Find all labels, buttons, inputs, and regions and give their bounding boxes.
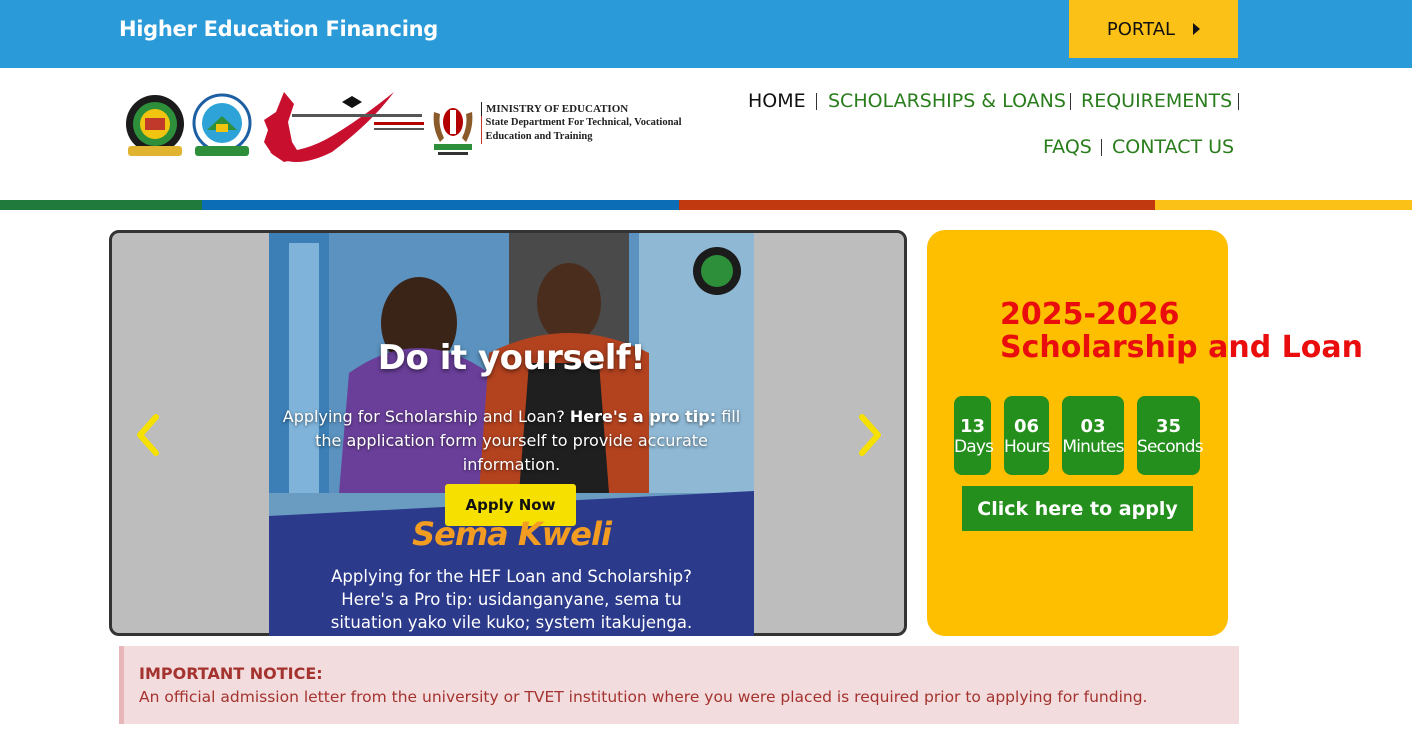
- slide-body-bold: Here's a pro tip:: [569, 407, 717, 426]
- countdown-seconds-value: 35: [1155, 416, 1182, 437]
- countdown-hours-label: Hours: [1004, 437, 1050, 457]
- slide-heading: Do it yourself!: [377, 338, 646, 378]
- stripe-green: [0, 200, 202, 210]
- nav-contact-us[interactable]: CONTACT US: [1112, 136, 1235, 158]
- poster-title: Sema Kweli: [412, 515, 611, 553]
- moe-line-3: Education and Training: [481, 130, 682, 144]
- notice-title: IMPORTANT NOTICE:: [139, 664, 323, 683]
- countdown-hours: [1004, 396, 1049, 475]
- stripe-blue: [202, 200, 679, 210]
- slide-body-suffix: fill the application form yourself to provide accurate information.: [315, 407, 741, 474]
- countdown-minutes-value: 03: [1080, 416, 1106, 437]
- portal-button[interactable]: [1069, 0, 1238, 58]
- portal-label: PORTAL: [1106, 18, 1176, 40]
- universities-fund-logo[interactable]: [193, 94, 251, 158]
- poster-line-3: situation yako vile kuko; system itakujenga.: [330, 613, 693, 632]
- moe-line-2: State Department For Technical, Vocational: [481, 116, 682, 130]
- kuccps-logo[interactable]: [262, 82, 428, 164]
- countdown-days: [954, 396, 994, 475]
- nav-home[interactable]: HOME: [748, 90, 806, 112]
- helb-logo[interactable]: [124, 94, 186, 158]
- carousel-slide: [269, 233, 754, 633]
- apply-now-button[interactable]: Apply Now: [445, 484, 576, 526]
- countdown-seconds: [1137, 396, 1203, 475]
- countdown-hours-value: 06: [1013, 416, 1040, 437]
- chevron-left-icon[interactable]: [134, 413, 162, 457]
- nav-divider: [816, 93, 817, 110]
- poster-line-2: Here's a Pro tip: usidanganyane, sema tu: [341, 590, 682, 609]
- stripe-yellow: [1155, 200, 1412, 210]
- countdown-title-line-2: Scholarship and Loan: [1000, 330, 1363, 365]
- nav-scholarships-loans[interactable]: SCHOLARSHIPS & LOANS: [828, 90, 1066, 112]
- moe-line-1: MINISTRY OF EDUCATION: [486, 103, 629, 115]
- countdown-panel: [927, 230, 1363, 636]
- stripe-red: [679, 200, 1155, 210]
- caret-right-icon: [1193, 23, 1200, 35]
- nav-divider: [1238, 93, 1239, 110]
- ministry-of-education-text: [481, 102, 682, 144]
- nav-requirements[interactable]: REQUIREMENTS: [1081, 90, 1233, 112]
- countdown-seconds-label: Seconds: [1137, 437, 1203, 457]
- countdown-days-label: Days: [954, 437, 994, 457]
- countdown-minutes-label: Minutes: [1062, 437, 1124, 457]
- countdown-days-value: 13: [959, 416, 986, 437]
- nav-faqs[interactable]: FAQS: [1043, 136, 1092, 158]
- countdown-title-line-1: 2025-2026: [1000, 297, 1180, 332]
- slide-body: [279, 405, 744, 477]
- kenya-coat-of-arms-logo[interactable]: [430, 98, 476, 158]
- notice-text: An official admission letter from the university or TVET institution where you were placed is required prior to applying for funding.: [139, 688, 1148, 706]
- countdown-minutes: [1062, 396, 1124, 475]
- nav-divider: [1101, 139, 1102, 156]
- slide-body-prefix: Applying for Scholarship and Loan?: [282, 407, 570, 426]
- important-notice: [119, 646, 1239, 724]
- click-to-apply-button[interactable]: Click here to apply: [962, 486, 1193, 531]
- poster-text: [289, 565, 734, 634]
- countdown-title: [1000, 297, 1363, 365]
- poster-line-1: Applying for the HEF Loan and Scholarship?: [331, 567, 692, 586]
- site-title: Higher Education Financing: [119, 17, 438, 41]
- hero-carousel: [109, 230, 907, 636]
- top-bar: [0, 0, 1412, 68]
- nav-divider: [1070, 93, 1071, 110]
- chevron-right-icon[interactable]: [856, 413, 884, 457]
